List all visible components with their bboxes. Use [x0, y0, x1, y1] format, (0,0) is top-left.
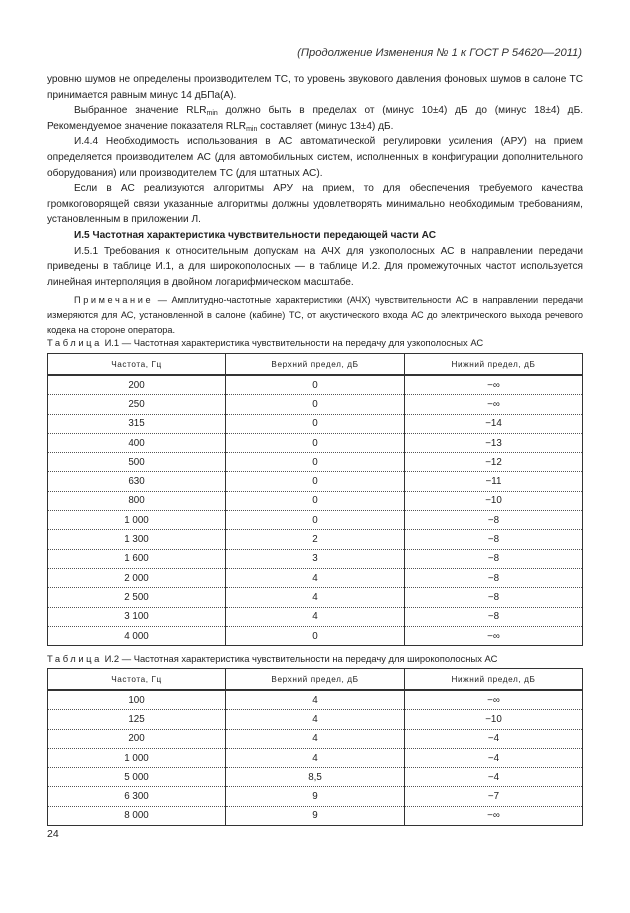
table-narrowband — [47, 353, 583, 646]
table-row — [48, 568, 583, 587]
page-number: 24 — [47, 828, 59, 840]
table-row — [48, 414, 583, 433]
cell-upper-limit: 0 — [226, 395, 405, 414]
table-row — [48, 768, 583, 787]
paragraph-rlr: Выбранное значение $RLR_{min}$ должно быть в пределах от (минус 10±4) дБ до (минус 18±4) дБ. Рекомендуемое значение показателя $RLR_{min}$ составляет (минус 13±4) дБ. — [47, 105, 583, 133]
cell-upper-limit: 9 — [226, 787, 405, 806]
cell-lower-limit: −8 — [405, 568, 583, 587]
cell-frequency: 4 000 — [48, 626, 226, 645]
table-row — [48, 588, 583, 607]
table-row — [48, 690, 583, 710]
cell-frequency: 800 — [48, 491, 226, 510]
cell-frequency: 125 — [48, 710, 226, 729]
table-row — [48, 806, 583, 825]
cell-frequency: 2 500 — [48, 588, 226, 607]
cell-upper-limit: 4 — [226, 729, 405, 748]
cell-frequency: 200 — [48, 729, 226, 748]
cell-upper-limit: 4 — [226, 588, 405, 607]
table-row — [48, 748, 583, 767]
table-row — [48, 472, 583, 491]
cell-upper-limit: 4 — [226, 607, 405, 626]
table-row — [48, 549, 583, 568]
table-row — [48, 530, 583, 549]
cell-lower-limit: −∞ — [405, 690, 583, 710]
cell-upper-limit: 4 — [226, 710, 405, 729]
cell-lower-limit: −4 — [405, 729, 583, 748]
cell-upper-limit: 0 — [226, 491, 405, 510]
cell-lower-limit: −11 — [405, 472, 583, 491]
cell-lower-limit: −8 — [405, 511, 583, 530]
section-heading: И.5 Частотная характеристика чувствительности передающей части АС — [74, 229, 436, 241]
cell-lower-limit: −8 — [405, 588, 583, 607]
cell-lower-limit: −∞ — [405, 395, 583, 414]
table-row — [48, 453, 583, 472]
cell-upper-limit: 0 — [226, 414, 405, 433]
table2-caption: Таблица И.2 — Частотная характеристика чувствительности на передачу для широкополосных АС — [47, 653, 498, 664]
cell-lower-limit: −8 — [405, 607, 583, 626]
running-header: (Продолжение Изменения № 1 к ГОСТ Р 54620—2011) — [297, 47, 582, 59]
cell-lower-limit: −10 — [405, 491, 583, 510]
cell-upper-limit: 9 — [226, 806, 405, 825]
cell-upper-limit: 0 — [226, 453, 405, 472]
body-text — [47, 72, 583, 337]
table-row — [48, 787, 583, 806]
cell-frequency: 400 — [48, 433, 226, 452]
cell-lower-limit: −13 — [405, 433, 583, 452]
table2-header-upper: Верхний предел, дБ — [226, 669, 405, 691]
cell-lower-limit: −8 — [405, 530, 583, 549]
cell-frequency: 1 600 — [48, 549, 226, 568]
cell-upper-limit: 0 — [226, 511, 405, 530]
cell-upper-limit: 2 — [226, 530, 405, 549]
cell-frequency: 250 — [48, 395, 226, 414]
cell-frequency: 630 — [48, 472, 226, 491]
cell-upper-limit: 0 — [226, 626, 405, 645]
paragraph-noise-level: уровню шумов не определены производителем ТС, то уровень звукового давления фоновых шумов в салоне ТС принимается равным минус 14 дБПа(А). — [47, 74, 583, 101]
cell-upper-limit: 0 — [226, 433, 405, 452]
cell-lower-limit: −4 — [405, 748, 583, 767]
cell-frequency: 6 300 — [48, 787, 226, 806]
cell-upper-limit: 4 — [226, 748, 405, 767]
cell-upper-limit: 4 — [226, 690, 405, 710]
cell-lower-limit: −7 — [405, 787, 583, 806]
cell-lower-limit: −10 — [405, 710, 583, 729]
cell-upper-limit: 0 — [226, 375, 405, 395]
table1-header-upper: Верхний предел, дБ — [226, 354, 405, 376]
cell-lower-limit: −∞ — [405, 626, 583, 645]
table2-header-frequency: Частота, Гц — [48, 669, 226, 691]
table-row — [48, 433, 583, 452]
table-row — [48, 395, 583, 414]
cell-lower-limit: −14 — [405, 414, 583, 433]
cell-lower-limit: −∞ — [405, 806, 583, 825]
cell-frequency: 500 — [48, 453, 226, 472]
cell-upper-limit: 0 — [226, 472, 405, 491]
cell-lower-limit: −12 — [405, 453, 583, 472]
paragraph-agc-algorithms: Если в АС реализуются алгоритмы АРУ на прием, то для обеспечения требуемого качества громкоговорящей связи указанные алгоритмы должны удовлетворять минимально необходимым требованиям, установленным в приложении Л. — [47, 183, 583, 226]
cell-frequency: 1 000 — [48, 511, 226, 530]
table-row — [48, 710, 583, 729]
paragraph-agc-requirement: И.4.4 Необходимость использования в АС автоматической регулировки усиления (АРУ) на прием определяется производителем АС (для автомобильных систем, исполненных в конфигурации дополнительного оборудования) или производителем ТС (для штатных АС). — [47, 136, 583, 179]
note: Примечание — Амплитудно-частотные характеристики (АЧХ) чувствительности АС в направлении передачи измеряются для АС, установленной в салоне (кабине) ТС, от акустического входа АС до электрического выхода речевого кодека на стороне оператора. — [47, 295, 583, 335]
table-wideband — [47, 668, 583, 826]
cell-lower-limit: −4 — [405, 768, 583, 787]
cell-frequency: 315 — [48, 414, 226, 433]
cell-frequency: 5 000 — [48, 768, 226, 787]
cell-frequency: 1 000 — [48, 748, 226, 767]
cell-frequency: 3 100 — [48, 607, 226, 626]
paragraph-tolerances: И.5.1 Требования к относительным допускам на АЧХ для узкополосных АС в направлении передачи приведены в таблице И.1, а для широкополосных — в таблице И.2. Для промежуточных частот используется линейная интерполяция в двойном логарифмическом масштабе. — [47, 245, 583, 288]
cell-frequency: 200 — [48, 375, 226, 395]
cell-frequency: 2 000 — [48, 568, 226, 587]
cell-upper-limit: 8,5 — [226, 768, 405, 787]
cell-upper-limit: 4 — [226, 568, 405, 587]
cell-frequency: 1 300 — [48, 530, 226, 549]
table-row — [48, 375, 583, 395]
table1-header-lower: Нижний предел, дБ — [405, 354, 583, 376]
cell-frequency: 100 — [48, 690, 226, 710]
cell-lower-limit: −8 — [405, 549, 583, 568]
table-row — [48, 729, 583, 748]
table-row — [48, 607, 583, 626]
table-row — [48, 511, 583, 530]
cell-lower-limit: −∞ — [405, 375, 583, 395]
table2-header-lower: Нижний предел, дБ — [405, 669, 583, 691]
table-row — [48, 626, 583, 645]
table1-header-frequency: Частота, Гц — [48, 354, 226, 376]
note-label: Примечание — [74, 295, 154, 306]
table1-caption: Таблица И.1 — Частотная характеристика чувствительности на передачу для узкополосных АС — [47, 337, 484, 348]
cell-frequency: 8 000 — [48, 806, 226, 825]
table-row — [48, 491, 583, 510]
cell-upper-limit: 3 — [226, 549, 405, 568]
